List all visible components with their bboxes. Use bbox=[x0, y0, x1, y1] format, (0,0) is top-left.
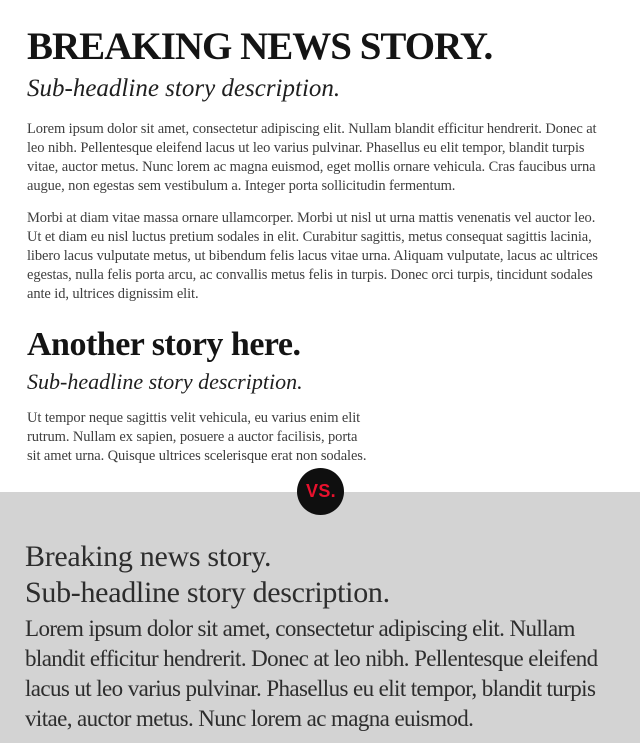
body-paragraph-1: Lorem ipsum dolor sit amet, consectetur adipiscing elit. Nullam blandit efficitur hendrerit. Donec at leo nibh. Pellentesque eleifend lacus ut leo varius pulvinar. Phasellus eu elit tempor, blandit turpis vitae, auctor metus. Nunc lorem ac magna euismod, eget mollis ornare vehicula. Cras faucibus urna augue, non egestas sem vestibulum a. Integer porta sollicitudin fermentum. bbox=[27, 121, 597, 194]
vs-badge-label: VS. bbox=[306, 481, 336, 501]
second-story-headline: Another story here. bbox=[27, 326, 301, 363]
flat-headline: Breaking news story. bbox=[25, 540, 272, 573]
main-subheadline: Sub-headline story description. bbox=[27, 75, 341, 102]
second-story-paragraph: Ut tempor neque sagittis velit vehicula, eu varius enim elit rutrum. Nullam ex sapien, posuere a auctor facilisis, porta sit amet urna. Quisque ultrices scelerisque erat non sodales. bbox=[27, 410, 367, 464]
bad-hierarchy-example bbox=[0, 492, 640, 743]
main-headline: BREAKING NEWS STORY. bbox=[27, 25, 493, 68]
vs-badge bbox=[297, 468, 344, 515]
flat-subheadline: Sub-headline story description. bbox=[25, 576, 390, 609]
flat-body-paragraph: Lorem ipsum dolor sit amet, consectetur adipiscing elit. Nullam blandit efficitur hendrerit. Donec at leo nibh. Pellentesque eleifend lacus ut leo varius pulvinar. Phasellus eu elit tempor, blandit turpis vitae, auctor metus. Nunc lorem ac magna euismod. bbox=[25, 616, 598, 731]
body-paragraph-2: Morbi at diam vitae massa ornare ullamcorper. Morbi ut nisl ut urna mattis venenatis vel auctor leo. Ut et diam eu nisl luctus pretium sodales in elit. Curabitur sagittis, metus consequat sagittis lacinia, libero lacus vulputate metus, ut bibendum felis lacus vitae urna. Aliquam vulputate, lacus ac ultrices egestas, nulla felis porta arcu, ac convallis metus felis in turpis. Donec orci turpis, tincidunt sodales ante id, ultrices dignissim elit. bbox=[27, 210, 598, 302]
second-story-subheadline: Sub-headline story description. bbox=[27, 369, 303, 394]
